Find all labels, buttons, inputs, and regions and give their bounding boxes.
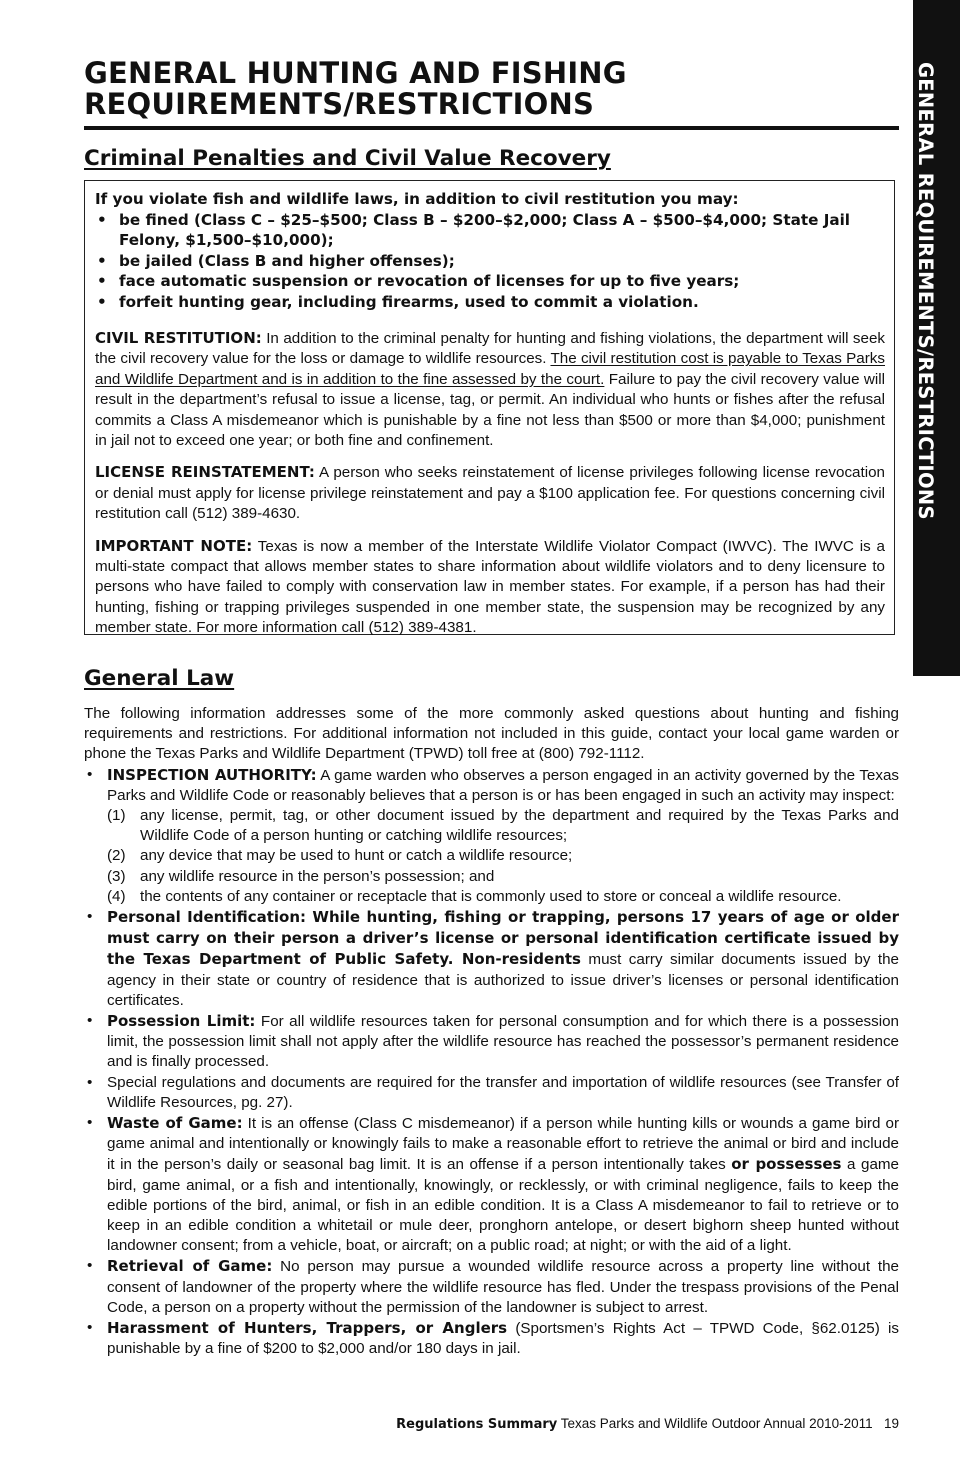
general-law-body [84,704,899,1360]
criminal-penalties-box [84,180,895,635]
important-note-label: IMPORTANT NOTE: [95,536,253,555]
inspection-list [107,806,899,907]
criminal-penalties-heading: Criminal Penalties and Civil Value Recovery [84,146,611,171]
inspection-item: (1) any license, permit, tag, or other document issued by the department and required by the Texas Parks and Wildlife Code of a person hunting or catching wildlife resources; [107,807,899,845]
inspection-item: (4) the contents of any container or receptacle that is commonly used to store or conceal a wildlife resource. [107,887,842,905]
possession-limit-item: • Possession Limit: For all wildlife resources taken for personal consumption and for which there is a possession limit, the possession limit shall not apply after the wildlife resource has reached the possessor’s permanent residence and is finally processed. [84,1011,899,1073]
page-footer [396,1416,899,1432]
page-number: 19 [883,1416,899,1431]
retrieval-of-game-item: • Retrieval of Game: No person may pursue a wounded wildlife resource across a property line without the consent of landowner of the property where the wildlife resource has fled. Under the trespass provisions of the Penal Code, a person on a property without the permission of the landowner is subject to arrest. [84,1256,899,1318]
penalties-lead: If you violate fish and wildlife laws, in addition to civil restitution you may: [95,190,739,208]
civil-restitution-paragraph: CIVIL RESTITUTION: In addition to the criminal penalty for hunting and fishing violations, the department will seek the civil recovery value for the loss or damage to wildlife resources. The civil restitution cost is payable to Texas Parks and Wildlife Department and is in addition to the fine assessed by the court. Failure to pay the civil recovery value will result in the department’s refusal to issue a license, tag, or permit. An individual who hunts or fishes after the refusal commits a Class A misdemeanor which is punishable by a fine not less than $500 or more than $4,000; punishment in jail not to exceed one year; or both fine and confinement. [95,329,885,450]
penalty-item: • be fined (Class C – $25–$500; Class B – $200–$2,000; Class A – $500–$4,000; State Jail Felony, $1,500–$10,000); [95,210,885,251]
side-tab-label: GENERAL REQUIREMENTS/RESTRICTIONS [914,62,937,520]
inspection-authority-item: • INSPECTION AUTHORITY: A game warden who observes a person engaged in an activity governed by the Texas Parks and Wildlife Code or reasonably believes that a person is or has been engaged in such an activity may inspect: (1) any license, permit, tag, or other document issued by the department and required by the Texas Parks and Wildlife Code of a person hunting or catching wildlife resources; (2) any device that may be used to hunt or catch a wildlife resource; (3) any wildlife resource in the person’s possession; and (4) the contents of any container or receptacle that is commonly used to store or conceal a wildlife resource. [84,765,899,907]
underlined-note: The civil restitution cost is payable to Texas Parks and Wildlife Department and is in addition to the fine assessed by the court. [95,350,885,388]
page-title: GENERAL HUNTING AND FISHING REQUIREMENTS/RESTRICTIONS [84,56,627,121]
inspection-item: (2) any device that may be used to hunt or catch a wildlife resource; [107,847,573,865]
penalty-item: • face automatic suspension or revocation of licenses for up to five years; [95,271,885,292]
civil-restitution-label: CIVIL RESTITUTION: [95,329,262,347]
harassment-item: • Harassment of Hunters, Trappers, or Anglers (Sportsmen’s Rights Act – TPWD Code, §62.0125) is punishable by a fine of $200 to $2,000 and/or 180 days in jail. [84,1318,899,1359]
penalties-list [95,210,885,313]
waste-of-game-item: • Waste of Game: It is an offense (Class C misdemeanor) if a person while hunting kills or wounds a game bird or game animal and intentionally or knowingly fails to make a reasonable effort to retrieve the animal or bird and include it in the person’s daily or seasonal bag limit. It is an offense if a person intentionally takes or possesses a game bird, game animal, or a fish and intentionally, knowingly, or recklessly, or with criminal negligence, fails to keep the edible portions of the bird, animal, or fish in an edible condition. It is a Class A misdemeanor to fail to retrieve or to keep in an edible condition a whitetail or mule deer, pronghorn antelope, or desert bighorn sheep hunted without landowner consent; from a vehicle, boat, or aircraft; on a public road; at night; or with the aid of a light. [84,1113,899,1256]
footer-publication-title: Texas Parks and Wildlife Outdoor Annual 2010-2011 [557,1416,873,1431]
title-rule [84,126,899,130]
license-reinstatement-label: LICENSE REINSTATEMENT: [95,463,315,482]
important-note-paragraph: IMPORTANT NOTE: Texas is now a member of the Interstate Wildlife Violator Compact (IWVC). The IWVC is a multi-state compact that allows member states to share information about wildlife violators and to deny licensure to persons who have failed to comply with conservation law in member states. For example, if a person has had their hunting, fishing or trapping privileges suspended in one member state, the suspension may be recognized by any member state. For more information call (512) 389-4381. [95,536,885,637]
penalty-item: • be jailed (Class B and higher offenses); [95,251,885,272]
general-intro: The following information addresses some of the more commonly asked questions about hunting and fishing requirements and restrictions. For additional information not included in this guide, contact your local game warden or phone the Texas Parks and Wildlife Department (TPWD) toll free at (800) 792-1112. [84,705,899,763]
personal-identification-item: • Personal Identification: While hunting, fishing or trapping, persons 17 years of age or older must carry on their person a driver’s license or personal identification certificate issued by the Texas Department of Public Safety. Non-residents must carry similar documents issued by the agency in their state or country of residence that is authorized to issue driver’s licenses or personal identification certificates. [84,907,899,1011]
general-law-heading: General Law [84,666,235,691]
footer-publication-label: Regulations Summary [396,1417,558,1432]
general-law-list [84,765,899,1360]
special-regulations-item: • Special regulations and documents are required for the transfer and importation of wildlife resources (see Transfer of Wildlife Resources, pg. 27). [84,1073,899,1113]
inspection-item: (3) any wildlife resource in the person’s possession; and [107,867,495,885]
penalty-item: • forfeit hunting gear, including firearms, used to commit a violation. [95,292,885,313]
license-reinstatement-paragraph: LICENSE REINSTATEMENT: A person who seeks reinstatement of license privileges following license revocation or denial must apply for license privilege reinstatement and pay a $100 application fee. For questions concerning civil restitution call (512) 389-4630. [95,463,885,523]
